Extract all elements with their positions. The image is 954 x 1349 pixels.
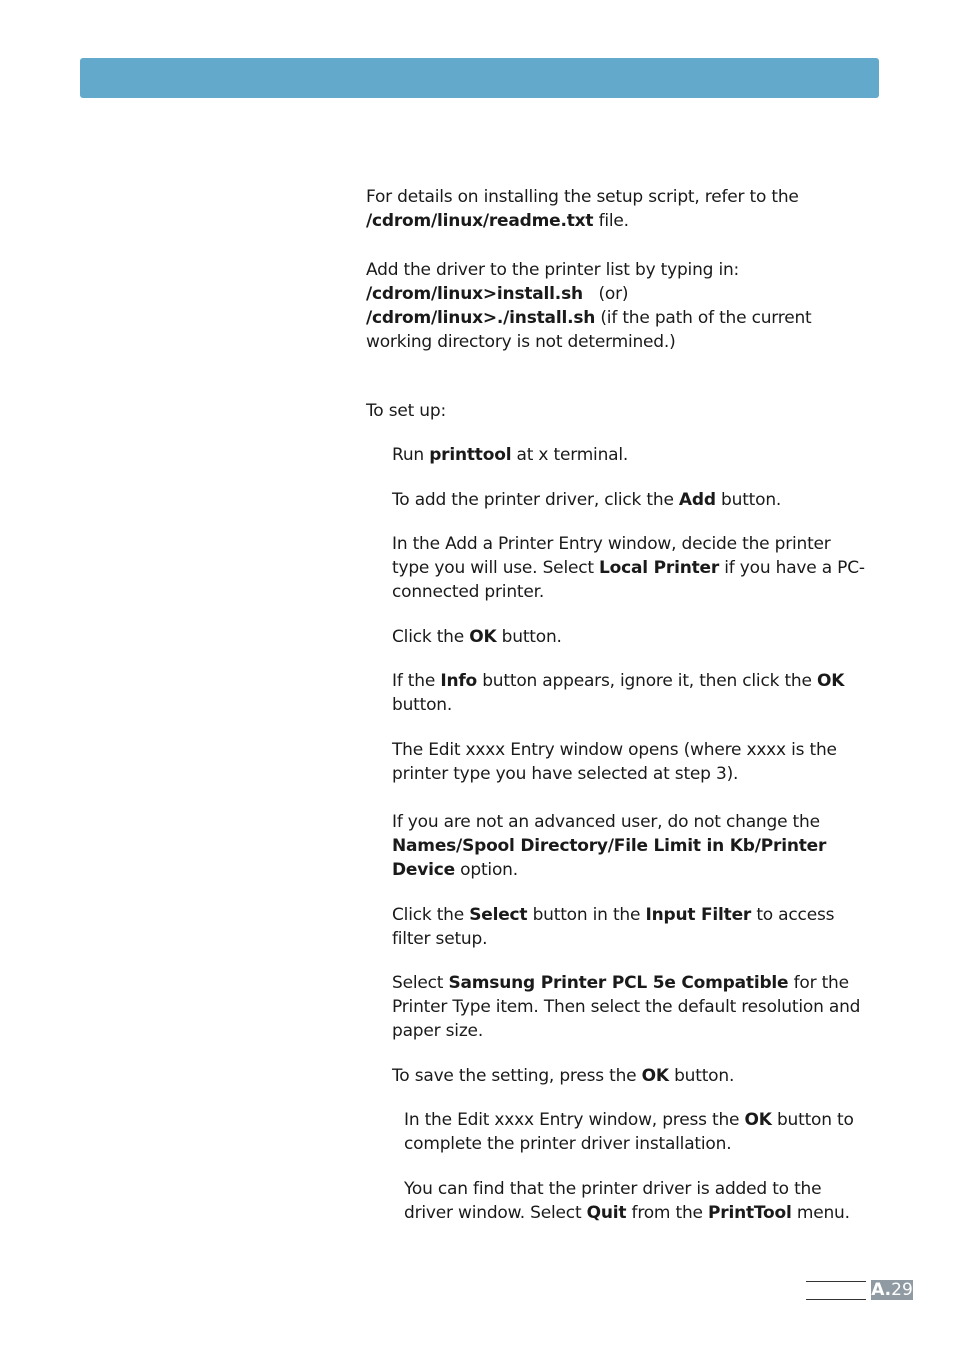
page-rule-top — [806, 1281, 866, 1282]
step-6: The Edit xxxx Entry window opens (where xxxx is the printer type you have selected at step 3). — [392, 740, 837, 784]
setup-heading: To set up: — [366, 401, 446, 421]
step-9: Select Samsung Printer PCL 5e Compatible for the Printer Type item. Then select the default resolution and paper size. — [392, 973, 861, 1041]
step-3: In the Add a Printer Entry window, decide the printer type you will use. Select Local Printer if you have a PC- connected printer. — [392, 534, 865, 602]
page-rule-bottom — [806, 1299, 866, 1300]
intro-paragraph-2: Add the driver to the printer list by typing in: /cdrom/linux>install.sh (or) /cdrom/linux>./install.sh (if the path of the current working directory is not determined.) — [366, 260, 812, 352]
step-4: Click the OK button. — [392, 627, 562, 647]
step-5: If the Info button appears, ignore it, then click the OK button. — [392, 671, 845, 715]
step-11: In the Edit xxxx Entry window, press the OK button to complete the printer driver installation. — [404, 1110, 854, 1154]
header-bar — [80, 58, 879, 98]
step-7: If you are not an advanced user, do not change the Names/Spool Directory/File Limit in Kb/Printer Device option. — [392, 812, 827, 880]
step-8: Click the Select button in the Input Filter to access filter setup. — [392, 905, 835, 949]
command-install-alt: /cdrom/linux>./install.sh — [366, 308, 596, 328]
command-install: /cdrom/linux>install.sh — [366, 284, 583, 304]
step-12: You can find that the printer driver is added to the driver window. Select Quit from the PrintTool menu. — [404, 1179, 850, 1223]
step-2: To add the printer driver, click the Add button. — [392, 490, 782, 510]
intro-paragraph-1: For details on installing the setup script, refer to the /cdrom/linux/readme.txt file. — [366, 187, 799, 231]
page-number: A.29 — [871, 1280, 913, 1300]
step-1: Run printtool at x terminal. — [392, 445, 629, 465]
step-10: To save the setting, press the OK button. — [392, 1066, 735, 1086]
